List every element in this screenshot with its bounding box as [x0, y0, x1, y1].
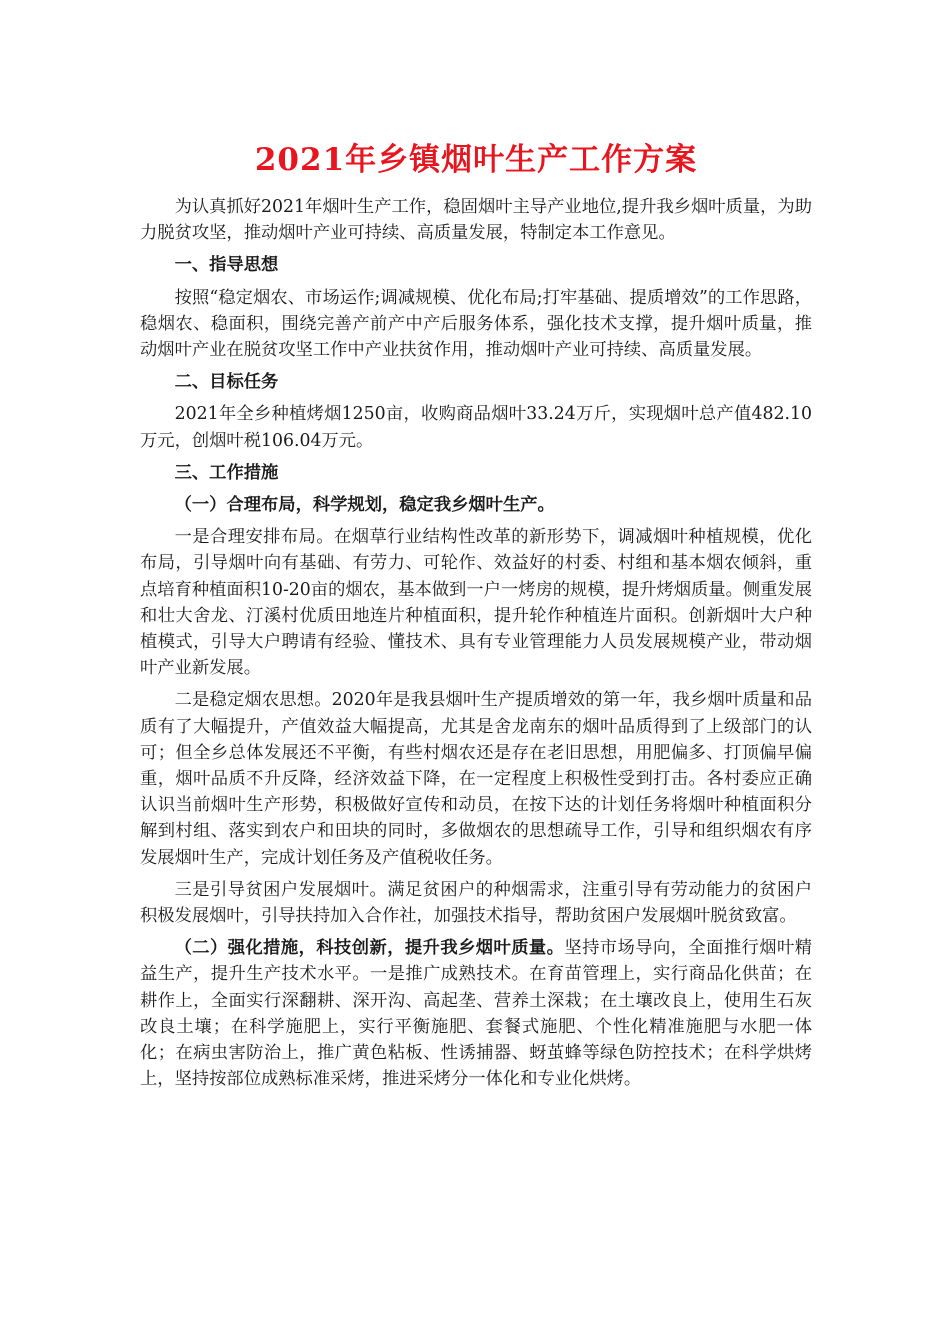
subsection-body-tech-innovation: 坚持市场导向，全面推行烟叶精益生产，提升生产技术水平。一是推广成熟技术。在育苗管理上，实行商品化供苗；在耕作上，全面实行深翻耕、深开沟、高起垄、营养土深栽；在土壤改良上，使用生石灰改良土壤；在科学施肥上，实行平衡施肥、套餐式施肥、个性化精准施肥与水肥一体化；在病虫害防治上，推广黄色粘板、性诱捕器、蚜茧蜂等绿色防控技术；在科学烘烤上，坚持按部位成熟标准采烤，推进采烤分一体化和专业化烘烤。	[140, 938, 812, 1090]
section-body-target-tasks: 2021年全乡种植烤烟1250亩，收购商品烟叶33.24万斤，实现烟叶总产值482.10万元，创烟叶税106.04万元。	[140, 404, 812, 451]
section-heading-guiding-ideology: 一、指导思想	[174, 255, 279, 276]
section-heading-target-tasks: 二、目标任务	[174, 372, 279, 393]
section-body-guiding-ideology: 按照“稳定烟农、市场运作;调减规模、优化布局;打牢基础、提质增效”的工作思路，稳烟农、稳面积，围绕完善产前产中产后服务体系，强化技术支撑，提升烟叶质量，推动烟叶产业在脱贫攻坚工作中产业扶贫作用，推动烟叶产业可持续、高质量发展。	[140, 287, 812, 361]
subsection-heading-tech-innovation: （二）强化措施，科技创新，提升我乡烟叶质量。	[174, 938, 565, 959]
subsection-heading-layout-planning: （一）合理布局，科学规划，稳定我乡烟叶生产。	[174, 495, 555, 516]
intro-paragraph: 为认真抓好2021年烟叶生产工作，稳固烟叶主导产业地位,提升我乡烟叶质量，为助力脱贫攻坚，推动烟叶产业可持续、高质量发展，特制定本工作意见。	[140, 197, 812, 244]
section-heading-work-measures: 三、工作措施	[174, 462, 279, 483]
document-title: 2021年乡镇烟叶生产工作方案	[254, 142, 698, 178]
document-page	[140, 138, 812, 1099]
paragraph-stabilize-farmers: 二是稳定烟农思想。2020年是我县烟叶生产提质增效的第一年，我乡烟叶质量和品质有了大幅提升，产值效益大幅提高，尤其是舍龙南东的烟叶品质得到了上级部门的认可；但全乡总体发展还不平衡，有些村烟农还是存在老旧思想，用肥偏多、打顶偏早偏重，烟叶品质不升反降，经济效益下降，在一定程度上积极性受到打击。各村委应正确认识当前烟叶生产形势，积极做好宣传和动员，在按下达的计划任务将烟叶种植面积分解到村组、落实到农户和田块的同时，多做烟农的思想疏导工作，引导和组织烟农有序发展烟叶生产，完成计划任务及产值税收任务。	[140, 690, 812, 868]
paragraph-strengthen-measures	[140, 935, 812, 1092]
paragraph-poor-households: 三是引导贫困户发展烟叶。满足贫困户的种烟需求，注重引导有劳动能力的贫困户积极发展烟叶，引导扶持加入合作社，加强技术指导，帮助贫困户发展烟叶脱贫致富。	[140, 879, 812, 927]
paragraph-arrange-layout: 一是合理安排布局。在烟草行业结构性改革的新形势下，调减烟叶种植规模，优化布局，引导烟叶向有基础、有劳力、可轮作、效益好的村委、村组和基本烟农倾斜，重点培育种植面积10-20亩的烟农，基本做到一户一烤房的规模，提升烤烟质量。侧重发展和壮大舍龙、汀溪村优质田地连片种植面积，提升轮作种植连片面积。创新烟叶大户种植模式，引导大户聘请有经验、懂技术、具有专业管理能力人员发展规模产业，带动烟叶产业新发展。	[140, 527, 812, 679]
